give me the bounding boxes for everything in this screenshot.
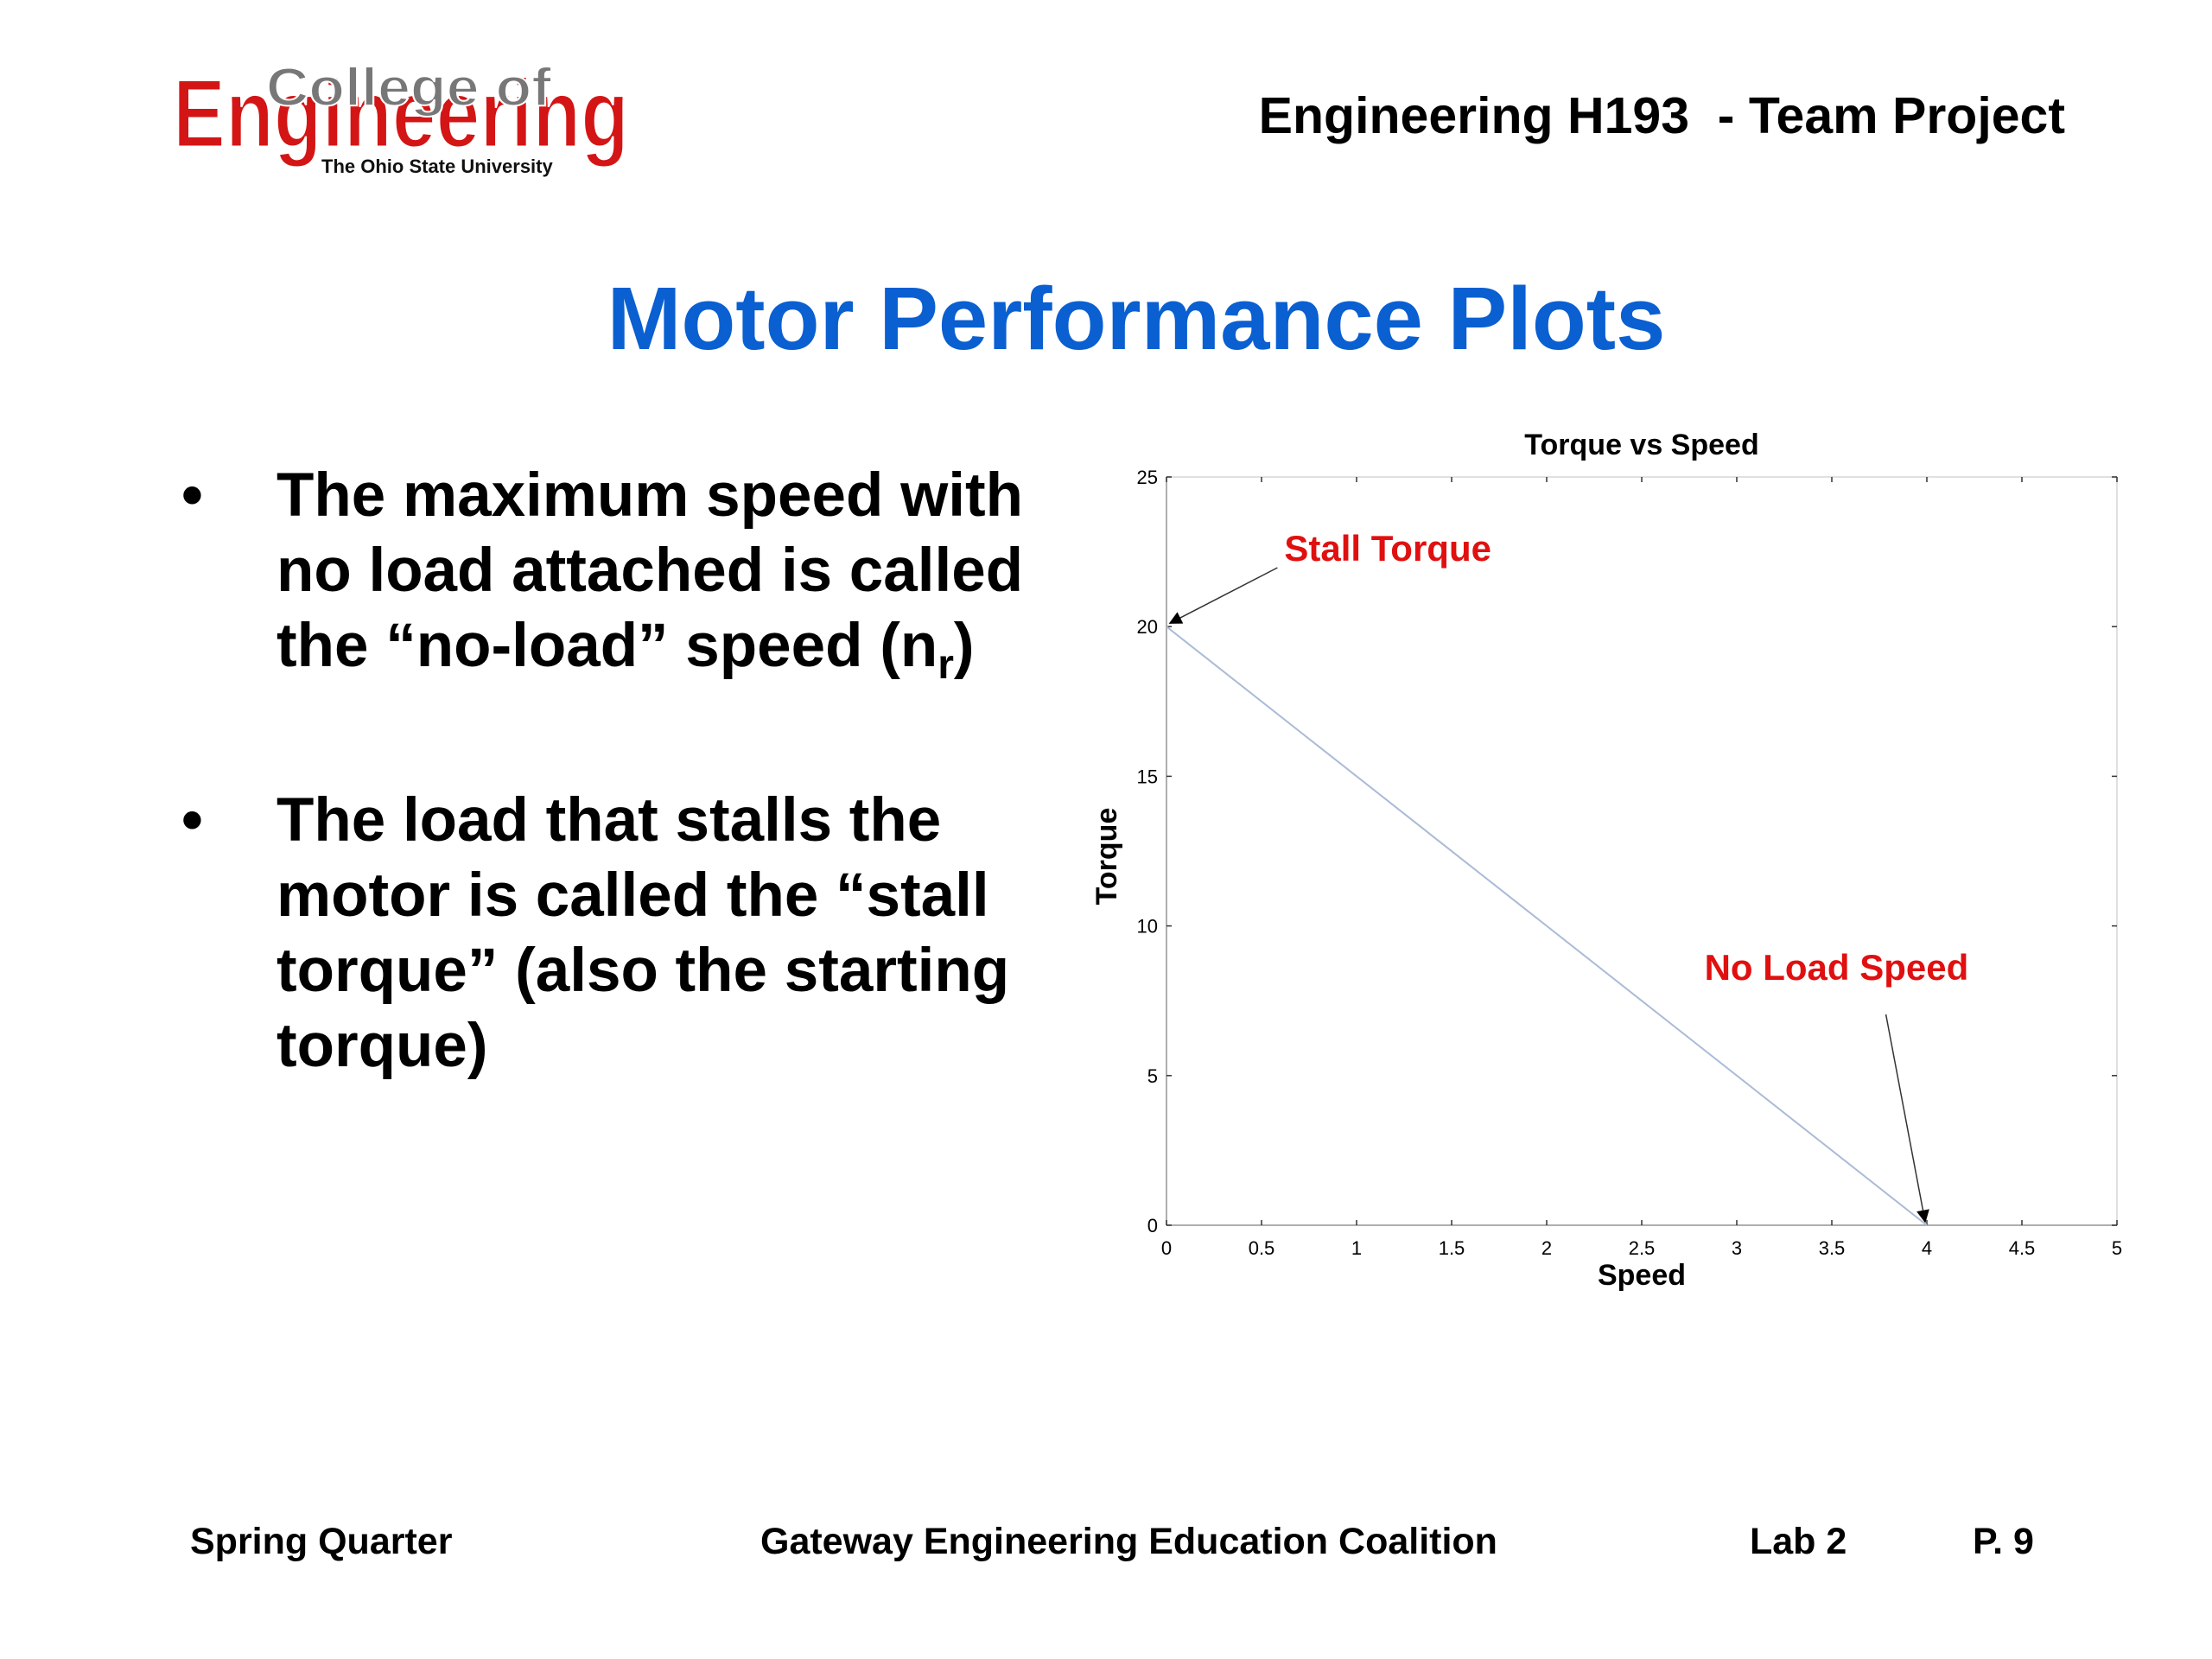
footer-coalition: Gateway Engineering Education Coalition <box>760 1521 1497 1562</box>
x-tick-label: 2.5 <box>1628 1237 1656 1259</box>
x-tick-label: 0 <box>1160 1237 1173 1259</box>
x-axis-label: Speed <box>1597 1259 1687 1292</box>
series-line <box>1166 626 1927 1225</box>
bullet-glyph: • <box>181 461 203 530</box>
footer-lab: Lab 2 <box>1750 1521 1847 1562</box>
bullet-item <box>181 458 1089 688</box>
footer-page: P. 9 <box>1973 1521 2034 1562</box>
logo-college-of: College of <box>266 58 552 118</box>
y-tick-label: 25 <box>1136 467 1158 488</box>
y-tick-label: 20 <box>1136 616 1158 639</box>
x-tick-label: 1.5 <box>1438 1237 1465 1259</box>
x-tick-label: 3 <box>1731 1237 1743 1259</box>
course-title: Engineering H193 - Team Project <box>1258 87 2065 144</box>
chart-title: Torque vs Speed <box>1524 429 1759 461</box>
plot-area <box>1137 467 2123 1259</box>
college-logo <box>169 36 636 192</box>
y-tick-label: 15 <box>1136 766 1158 788</box>
bullet-list <box>181 458 1089 1183</box>
footer-quarter: Spring Quarter <box>190 1521 453 1562</box>
y-tick-label: 5 <box>1147 1065 1158 1087</box>
annotation-label: Stall Torque <box>1284 527 1491 569</box>
annotation-arrow <box>1886 1014 1925 1222</box>
x-tick-label: 0.5 <box>1248 1237 1275 1259</box>
x-tick-label: 3.5 <box>1818 1237 1846 1259</box>
x-tick-label: 4.5 <box>2008 1237 2036 1259</box>
x-tick-label: 4 <box>1921 1237 1933 1259</box>
bullet-text: The load that stalls the motor is called the “stall torque” (also the starting torque) <box>276 786 1010 1080</box>
chart-svg <box>1071 423 2152 1322</box>
x-tick-label: 2 <box>1541 1237 1553 1259</box>
x-tick-label: 1 <box>1351 1237 1363 1259</box>
annotation-label: No Load Speed <box>1704 946 1969 988</box>
y-axis-label: Torque <box>1090 807 1123 906</box>
slide-title: Motor Performance Plots <box>607 269 1666 368</box>
plot-frame <box>1166 477 2117 1225</box>
bullet-suffix: ) <box>953 612 975 680</box>
torque-speed-chart <box>1071 423 2152 1322</box>
bullet-item <box>181 783 1089 1084</box>
bullet-subscript: r <box>938 642 954 688</box>
y-tick-label: 0 <box>1147 1215 1158 1236</box>
x-tick-label: 5 <box>2111 1237 2123 1259</box>
annotation-arrow <box>1170 568 1277 623</box>
y-tick-label: 10 <box>1136 915 1158 938</box>
bullet-glyph: • <box>181 786 203 855</box>
logo-university: The Ohio State University <box>321 156 553 177</box>
logo-engineering: Engineering <box>173 60 629 168</box>
bullet-text: The maximum speed with no load attached is called the “no-load” speed (n <box>276 461 1024 680</box>
